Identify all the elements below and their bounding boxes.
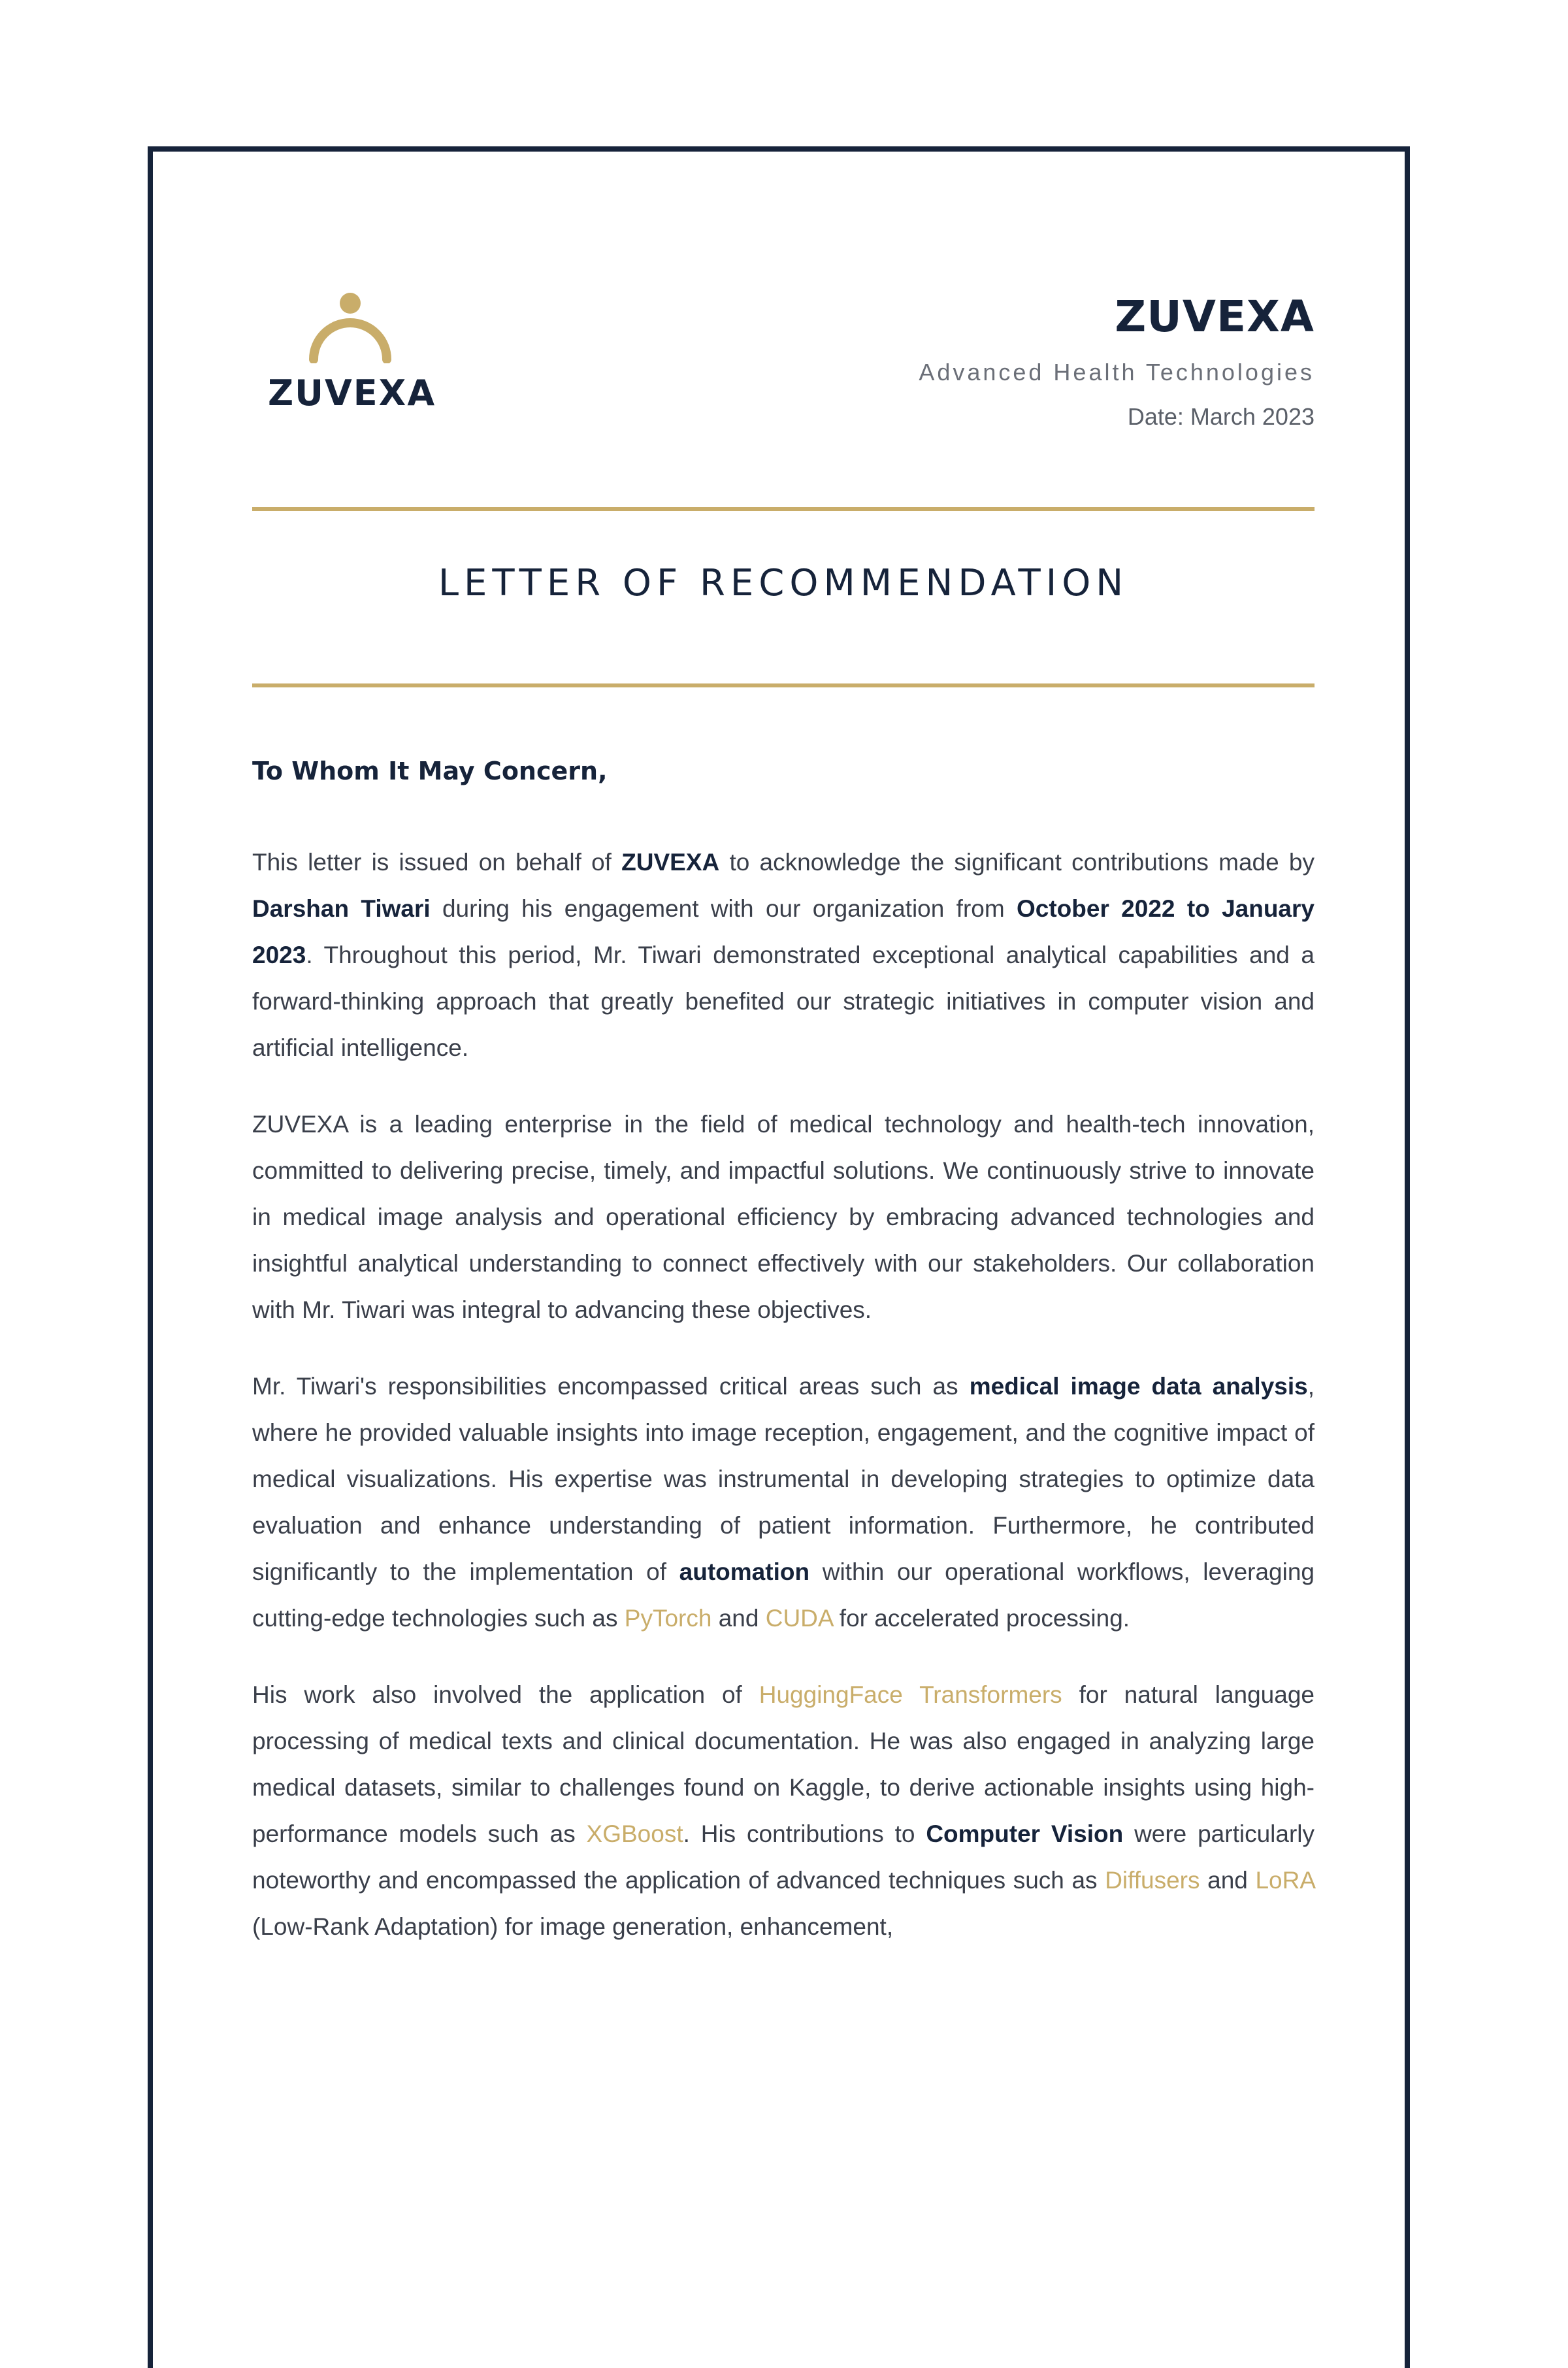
company-logo: [252, 291, 436, 422]
top-divider: [252, 507, 1315, 511]
tech-term: XGBoost: [586, 1820, 683, 1847]
tech-term: PyTorch: [624, 1605, 712, 1632]
text-run: during his engagement with our organization from: [430, 895, 1017, 922]
text-run: (Low-Rank Adaptation) for image generation, enhancement,: [252, 1913, 894, 1940]
highlight-term: automation: [679, 1558, 810, 1585]
tech-term: Diffusers: [1105, 1867, 1200, 1894]
company-tagline: Advanced Health Technologies: [919, 359, 1315, 386]
text-run: were particularly noteworthy and encompassed the application of advanced techniques such as: [252, 1820, 1315, 1894]
text-run: Mr. Tiwari's responsibilities encompassed critical areas such as: [252, 1373, 970, 1400]
text-run: and: [711, 1605, 766, 1632]
letter-title: LETTER OF RECOMMENDATION: [438, 562, 1129, 604]
bottom-divider: [252, 683, 1315, 687]
text-run: and: [1200, 1867, 1256, 1894]
text-run: , where he provided valuable insights into image reception, engagement, and the cognitive impact of medical visualizations. His expertise was instrumental in developing strategies to optimize data evaluation and enhance understanding of patient information. Furthermore, he contributed significantly to the implementation of: [252, 1373, 1315, 1585]
engagement-period: October 2022 to January 2023: [252, 895, 1315, 968]
text-run: His work also involved the application of: [252, 1681, 759, 1708]
text-run: within our operational workflows, leveraging cutting-edge technologies such as: [252, 1558, 1315, 1632]
tech-term: HuggingFace Transformers: [759, 1681, 1062, 1708]
logo-figure-icon: [304, 291, 396, 363]
paragraph-2: [252, 1101, 1315, 1333]
company-info: [919, 291, 1315, 430]
highlight-term: Computer Vision: [926, 1820, 1124, 1847]
text-run: for natural language processing of medical texts and clinical documentation. He was also engaged in analyzing large medical datasets, similar to challenges found on Kaggle, to derive actionable insights using high-performance models such as: [252, 1681, 1315, 1847]
company-mention: ZUVEXA: [621, 849, 720, 876]
text-run: ZUVEXA is a leading enterprise in the field of medical technology and health-tech innovation, committed to delivering precise, timely, and impactful solutions. We continuously strive to innovate in medical image analysis and operational efficiency by embracing advanced technologies and insightful analytical understanding to connect effectively with our stakeholders. Our collaboration with Mr. Tiwari was integral to advancing these objectives.: [252, 1111, 1315, 1323]
company-name: ZUVEXA: [1115, 291, 1315, 342]
tech-term: CUDA: [765, 1605, 833, 1632]
highlight-term: medical image data analysis: [969, 1373, 1308, 1400]
text-run: . Throughout this period, Mr. Tiwari demonstrated exceptional analytical capabilities and a forward-thinking approach that greatly benefited our strategic initiatives in computer vision and artificial intelligence.: [252, 942, 1315, 1061]
salutation: To Whom It May Concern,: [252, 757, 608, 785]
paragraph-1: [252, 839, 1315, 1071]
letter-date: Date: March 2023: [1127, 403, 1315, 430]
candidate-name: Darshan Tiwari: [252, 895, 431, 922]
paragraph-4: [252, 1671, 1315, 1950]
text-run: for accelerated processing.: [832, 1605, 1130, 1632]
paragraph-3: [252, 1363, 1315, 1641]
logo-wordmark: ZUVEXA: [268, 372, 436, 414]
text-run: . His contributions to: [683, 1820, 926, 1847]
tech-term: LoRA: [1255, 1867, 1315, 1894]
letter-body: [252, 839, 1315, 1980]
text-run: This letter is issued on behalf of: [252, 849, 622, 876]
text-run: to acknowledge the significant contributions made by: [719, 849, 1315, 876]
